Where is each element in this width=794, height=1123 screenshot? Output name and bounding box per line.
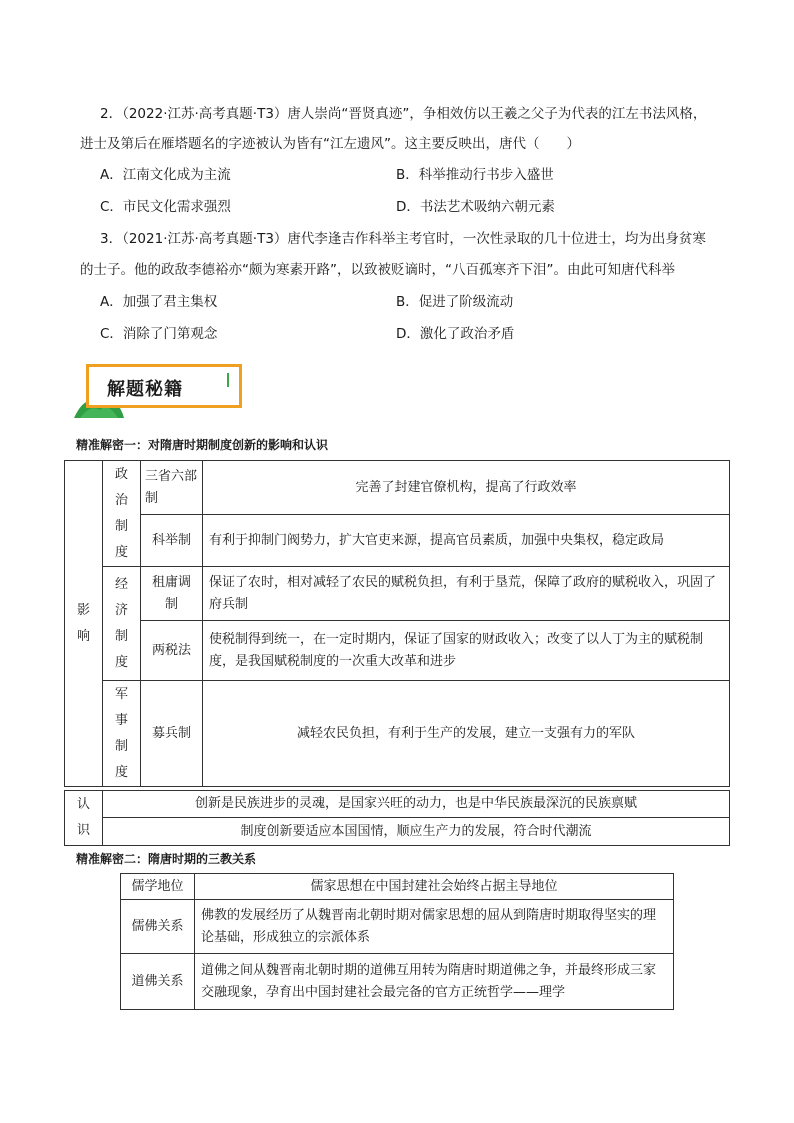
recognition-table: [64, 790, 730, 846]
row-name: 科举制: [141, 515, 203, 567]
group-military-label: 军 事 制 度: [103, 681, 141, 787]
row-name: 儒佛关系: [121, 900, 195, 954]
row-desc: 保证了农时，相对减轻了农民的赋税负担，有利于垦荒，保障了政府的赋税收入，巩固了府兵制: [203, 567, 730, 621]
row-name: 儒学地位: [121, 874, 195, 900]
influence-label: 影 响: [65, 461, 103, 787]
group-economy-label: 经 济 制 度: [103, 567, 141, 681]
recognition-item: 制度创新要适应本国国情，顺应生产力的发展，符合时代潮流: [103, 818, 730, 846]
row-name: 三省六部制: [141, 461, 203, 515]
row-name: 募兵制: [141, 681, 203, 787]
recognition-item: 创新是民族进步的灵魂，是国家兴旺的动力，也是中华民族最深沉的民族禀赋: [103, 791, 730, 818]
institution-innovation-table: [64, 460, 730, 787]
q3-option-b: B．促进了阶级流动: [396, 294, 514, 310]
row-desc: 佛教的发展经历了从魏晋南北朝时期对儒家思想的屈从到隋唐时期取得坚实的理论基础，形成独立的宗派体系: [195, 900, 674, 954]
q2-option-a: A．江南文化成为主流: [100, 167, 231, 183]
row-desc: 道佛之间从魏晋南北朝时期的道佛互用转为隋唐时期道佛之争，并最终形成三家交融现象，孕育出中国封建社会最完备的官方正统哲学——理学: [195, 954, 674, 1010]
row-name: 道佛关系: [121, 954, 195, 1010]
group-politics-label: 政 治 制 度: [103, 461, 141, 567]
row-desc: 儒家思想在中国封建社会始终占据主导地位: [195, 874, 674, 900]
recognition-label: 认 识: [65, 791, 103, 846]
section2-title: 精准解密二：隋唐时期的三教关系: [76, 852, 257, 866]
row-desc: 使税制得到统一，在一定时期内，保证了国家的财政收入；改变了以人丁为主的赋税制度，是我国赋税制度的一次重大改革和进步: [203, 621, 730, 681]
row-desc: 减轻农民负担，有利于生产的发展，建立一支强有力的军队: [203, 681, 730, 787]
row-desc: 有利于抑制门阀势力，扩大官吏来源，提高官员素质，加强中央集权，稳定政局: [203, 515, 730, 567]
q2-stem-line1: 2．（2022·江苏·高考真题·T3）唐人崇尚“晋贤真迹”，争相效仿以王羲之父子为代表的江左书法风格，: [100, 106, 707, 122]
q2-option-d: D．书法艺术吸纳六朝元素: [396, 199, 555, 215]
three-teachings-table: [120, 873, 674, 1010]
q3-option-a: A．加强了君主集权: [100, 294, 218, 310]
q3-stem-line2: 的士子。他的政敌李德裕亦“颇为寒素开路”，以致被贬谪时，“八百孤寒齐下泪”。由此可知唐代科举: [80, 262, 675, 278]
q3-option-d: D．激化了政治矛盾: [396, 326, 515, 342]
badge-title: 解题秘籍: [107, 379, 183, 400]
section1-title: 精准解密一：对隋唐时期制度创新的影响和认识: [76, 438, 329, 452]
tips-badge: [86, 364, 242, 408]
badge-accent-mark: [227, 373, 229, 387]
q2-stem-line2: 进士及第后在雁塔题名的字迹被认为皆有“江左遗风”。这主要反映出，唐代（ ）: [80, 136, 580, 152]
q2-option-b: B．科举推动行书步入盛世: [396, 167, 554, 183]
row-name: 两税法: [141, 621, 203, 681]
q2-option-c: C．市民文化需求强烈: [100, 199, 231, 215]
q3-option-c: C．消除了门第观念: [100, 326, 218, 342]
row-desc: 完善了封建官僚机构，提高了行政效率: [203, 461, 730, 515]
row-name: 租庸调制: [141, 567, 203, 621]
q3-stem-line1: 3．（2021·江苏·高考真题·T3）唐代李逢吉作科举主考官时，一次性录取的几十位进士，均为出身贫寒: [100, 231, 706, 247]
